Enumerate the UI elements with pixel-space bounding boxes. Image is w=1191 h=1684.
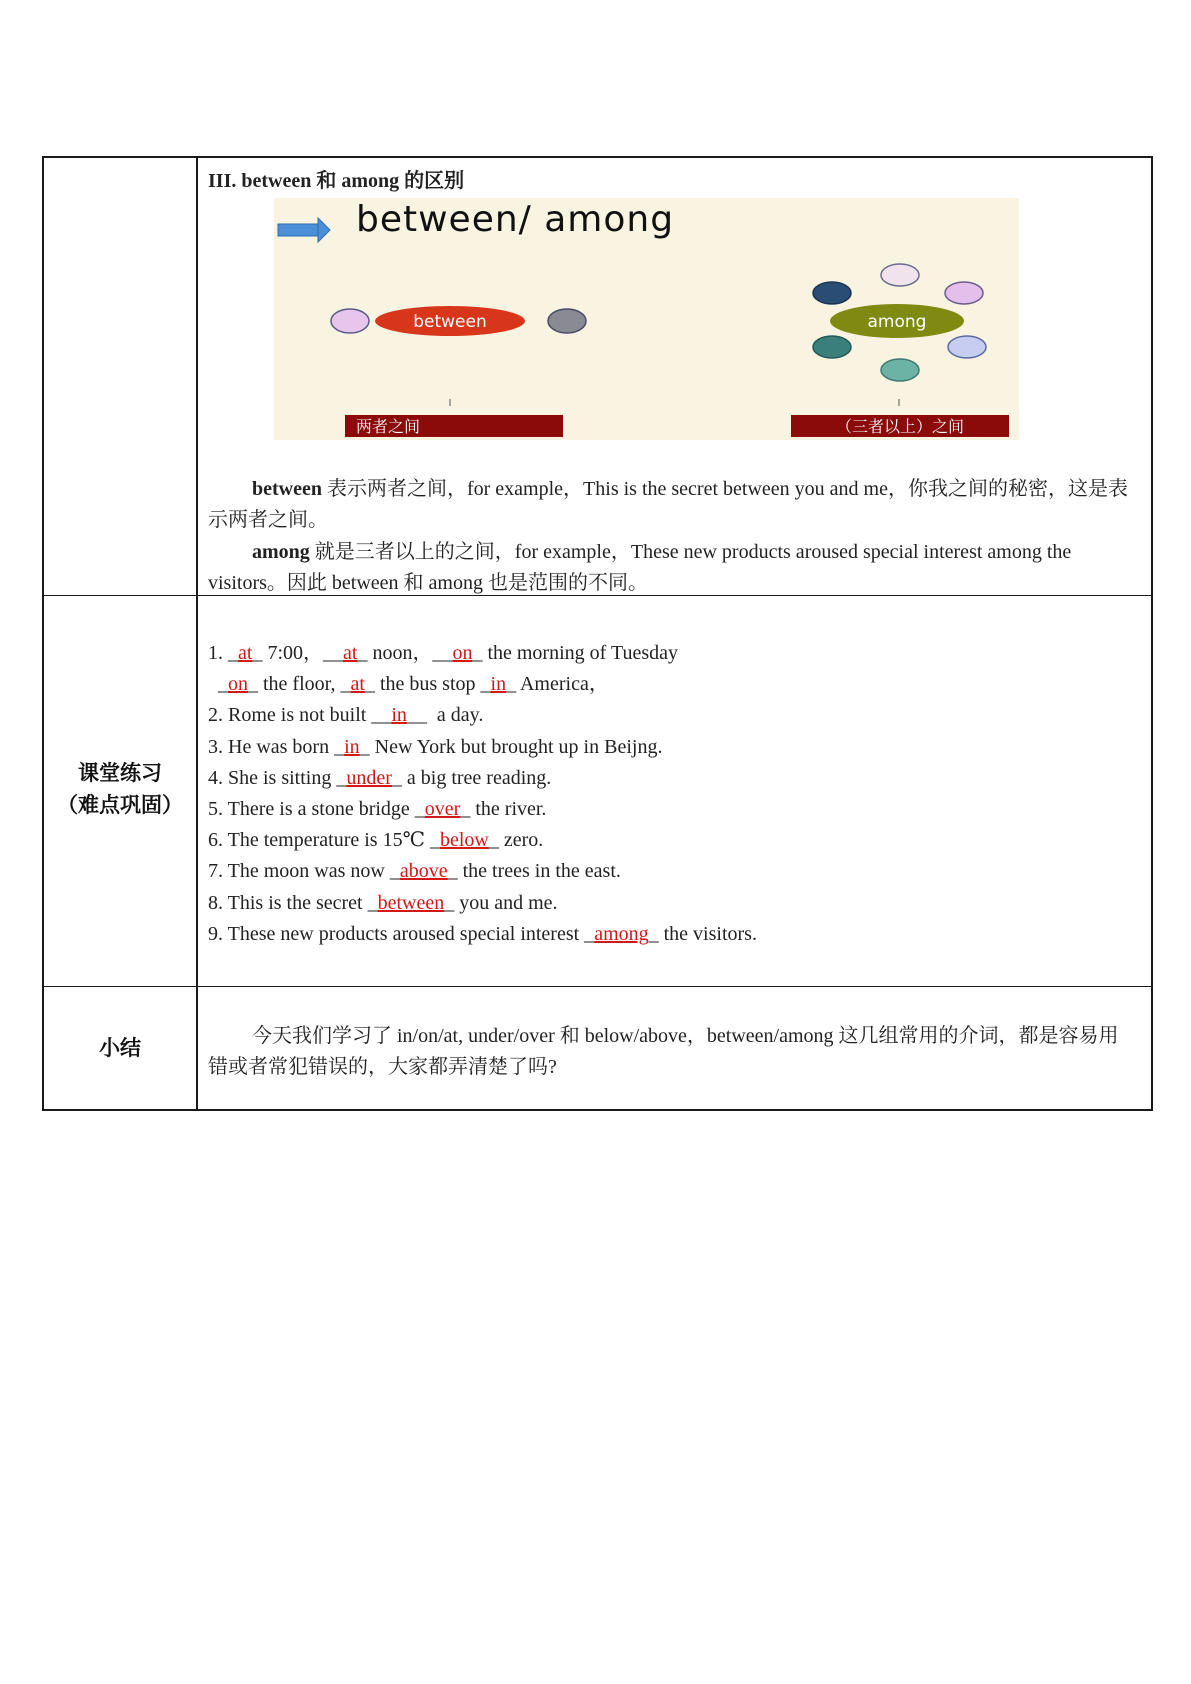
- practice-label: [44, 757, 196, 821]
- summary-label: 小结: [99, 1036, 141, 1060]
- table-border-right: [1151, 156, 1153, 1111]
- answer-word: on: [228, 673, 248, 696]
- answer-word: under: [346, 766, 392, 789]
- exercise-text: _ the visitors.: [648, 922, 757, 945]
- exercise-text: _ a big tree reading.: [391, 766, 552, 789]
- exercise-line: [208, 763, 551, 794]
- between-keyword: between: [252, 478, 322, 500]
- answer-word: above: [399, 860, 448, 883]
- between-explanation-text: 表示两者之间，for example，This is the secret between you and me，你我之间的秘密，这是表示两者之间。: [208, 478, 1128, 531]
- exercise-line: [208, 856, 621, 887]
- between-explanation: [208, 474, 1138, 536]
- among-circle-bottom-left: [813, 336, 851, 358]
- answer-word: at: [350, 673, 365, 696]
- exercise-text: _ zero.: [488, 829, 544, 852]
- exercise-line: [208, 638, 678, 669]
- exercise-line: [208, 919, 757, 950]
- exercise-text: __ a day.: [406, 704, 484, 727]
- practice-label-line2: （难点巩固）: [57, 793, 183, 817]
- answer-word: on: [452, 642, 473, 664]
- answer-word: at: [343, 642, 358, 664]
- table-border-left: [42, 156, 44, 1111]
- exercise-text: _: [208, 673, 228, 696]
- between-label: between: [413, 312, 487, 332]
- practice-label-line1: 课堂练习: [78, 761, 162, 785]
- exercise-text: 9. These new products aroused special interest _: [208, 922, 595, 945]
- exercise-text: 6. The temperature is 15℃ _: [208, 829, 440, 852]
- among-circle-top-left: [813, 282, 851, 304]
- right-circle: [548, 309, 586, 333]
- row-divider-2: [42, 986, 1153, 987]
- left-circle: [331, 309, 369, 333]
- exercise-text: _ the bus stop _: [364, 673, 491, 696]
- among-explanation-text: 就是三者以上的之间，for example，These new products aroused special interest among the visitors。因此 between 和 among 也是范围的不同。: [208, 541, 1072, 594]
- exercise-line: [208, 825, 543, 856]
- among-label: among: [867, 312, 927, 332]
- exercise-text: _ New York but brought up in Beijng.: [359, 735, 663, 758]
- between-among-diagram: [274, 198, 1019, 440]
- answer-word: below: [439, 829, 489, 852]
- exercise-text: _ the morning of Tuesday: [472, 642, 678, 664]
- left-caption: 两者之间: [356, 417, 421, 436]
- exercise-text: 2. Rome is not built __: [208, 704, 392, 727]
- exercise-text: _ you and me.: [444, 891, 558, 914]
- answer-word: in: [344, 735, 360, 758]
- section-heading: III. between 和 among 的区别: [208, 170, 465, 192]
- exercise-text: 7. The moon was now _: [208, 860, 400, 883]
- diagram-title: between/ among: [356, 199, 675, 240]
- table-border-top: [42, 156, 1153, 158]
- right-caption: （三者以上）之间: [835, 417, 965, 436]
- among-keyword: among: [252, 541, 310, 563]
- lesson-table: [42, 156, 1153, 1111]
- answer-word: in: [490, 673, 507, 696]
- exercise-text: 8. This is the secret _: [208, 891, 378, 914]
- exercise-line: [208, 732, 662, 763]
- among-circle-bottom: [881, 359, 919, 381]
- answer-word: among: [594, 922, 649, 945]
- exercise-text: 4. She is sitting _: [208, 766, 347, 789]
- exercise-line: [208, 888, 558, 919]
- answer-word: over: [424, 798, 461, 820]
- answer-word: at: [238, 642, 253, 664]
- answer-word: between: [377, 891, 445, 914]
- exercise-text: _ the river.: [460, 798, 547, 820]
- exercise-line: [208, 700, 483, 731]
- exercise-text: _ 7:00，__: [252, 642, 343, 664]
- column-divider: [196, 156, 198, 1111]
- exercise-text: _ America，: [506, 673, 609, 696]
- exercise-text: 3. He was born _: [208, 735, 345, 758]
- summary-text: 今天我们学习了 in/on/at, under/over 和 below/above，between/among 这几组常用的介词，都是容易用错或者常犯错误的，大家都弄清楚了吗?: [208, 1025, 1119, 1078]
- exercise-line: [208, 669, 609, 700]
- exercise-text: _ the trees in the east.: [447, 860, 621, 883]
- exercise-text: 1. _: [208, 642, 238, 664]
- among-circle-bottom-right: [948, 336, 986, 358]
- among-explanation: [208, 537, 1138, 599]
- among-circle-top: [881, 264, 919, 286]
- exercise-line: [208, 794, 546, 825]
- exercise-text: _ noon，__: [357, 642, 453, 664]
- table-border-bottom: [42, 1109, 1153, 1111]
- exercise-text: 5. There is a stone bridge _: [208, 798, 425, 820]
- exercise-text: _ the floor, _: [248, 673, 351, 696]
- answer-word: in: [391, 704, 407, 727]
- among-circle-top-right: [945, 282, 983, 304]
